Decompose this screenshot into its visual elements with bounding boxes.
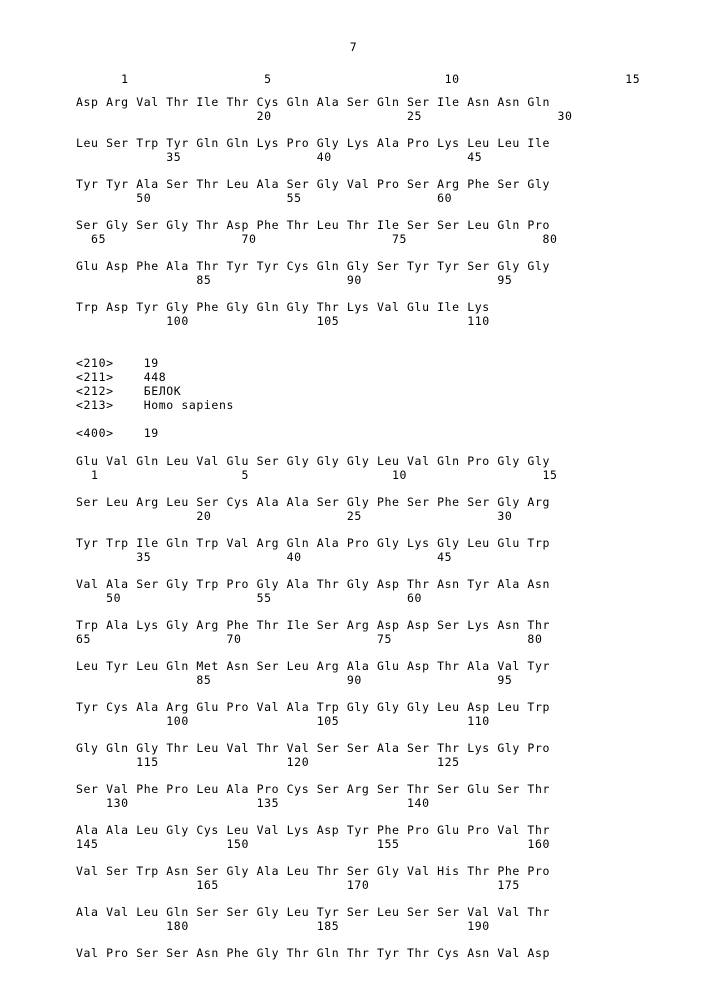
sequence-residues: Leu Ser Trp Tyr Gln Gln Lys Pro Gly Lys Ala Pro Lys Leu Leu Ile [76,136,550,150]
sequence-residues: Glu Val Gln Leu Val Glu Ser Gly Gly Gly Leu Val Gln Pro Gly Gly [76,454,550,468]
sequence-numbers: 50 55 60 [76,591,423,605]
sequence-block [76,495,636,523]
metadata-line-213: <213> Homo sapiens [76,398,234,412]
sequence-ruler: 1 5 10 15 [76,72,641,86]
metadata-line-400: <400> 19 [76,426,159,440]
sequence-block [76,618,636,646]
sequence-block [76,864,636,892]
sequence-numbers: 100 105 110 [76,714,490,728]
sequence-block [76,741,636,769]
sequence-residues: Asp Arg Val Thr Ile Thr Cys Gln Ala Ser Gln Ser Ile Asn Asn Gln [76,95,550,109]
sequence-numbers: 50 55 60 [76,191,453,205]
metadata-line-212: <212> БЕЛОК [76,384,182,398]
sequence-residues: Val Ala Ser Gly Trp Pro Gly Ala Thr Gly Asp Thr Asn Tyr Ala Asn [76,577,550,591]
sequence-residues: Gly Gln Gly Thr Leu Val Thr Val Ser Ser Ala Ser Thr Lys Gly Pro [76,741,550,755]
sequence-block [76,905,636,933]
sequence-section-first [76,95,636,328]
metadata-line-211: <211> 448 [76,370,167,384]
sequence-block [76,700,636,728]
sequence-block [76,300,636,328]
sequence-numbers: 65 70 75 80 [76,232,558,246]
sequence-block [76,536,636,564]
sequence-residues: Val Ser Trp Asn Ser Gly Ala Leu Thr Ser Gly Val His Thr Phe Pro [76,864,550,878]
sequence-residues: Val Pro Ser Ser Asn Phe Gly Thr Gln Thr Tyr Thr Cys Asn Val Asp [76,946,550,960]
sequence-block [76,95,636,123]
sequence-metadata [76,356,636,440]
sequence-block [76,177,636,205]
sequence-numbers: 35 40 45 [76,150,483,164]
sequence-numbers: 130 135 140 [76,796,430,810]
metadata-spacer [76,412,636,426]
sequence-block [76,659,636,687]
sequence-numbers: 35 40 45 [76,550,453,564]
sequence-residues: Trp Ala Lys Gly Arg Phe Thr Ile Ser Arg Asp Asp Ser Lys Asn Thr [76,618,550,632]
sequence-residues: Leu Tyr Leu Gln Met Asn Ser Leu Arg Ala Glu Asp Thr Ala Val Tyr [76,659,550,673]
sequence-numbers: 20 25 30 [76,109,573,123]
sequence-residues: Tyr Cys Ala Arg Glu Pro Val Ala Trp Gly Gly Gly Leu Asp Leu Trp [76,700,550,714]
sequence-block [76,823,636,851]
sequence-numbers: 180 185 190 [76,919,490,933]
sequence-block [76,782,636,810]
sequence-residues: Tyr Tyr Ala Ser Thr Leu Ala Ser Gly Val Pro Ser Arg Phe Ser Gly [76,177,550,191]
sequence-numbers: 165 170 175 [76,878,520,892]
page-number: 7 [349,40,358,54]
sequence-numbers: 100 105 110 [76,314,490,328]
sequence-residues: Tyr Trp Ile Gln Trp Val Arg Gln Ala Pro Gly Lys Gly Leu Glu Trp [76,536,550,550]
sequence-residues: Ser Val Phe Pro Leu Ala Pro Cys Ser Arg Ser Thr Ser Glu Ser Thr [76,782,550,796]
sequence-residues: Glu Asp Phe Ala Thr Tyr Tyr Cys Gln Gly Ser Tyr Tyr Ser Gly Gly [76,259,550,273]
sequence-block [76,946,636,960]
sequence-numbers: 1 5 10 15 [76,468,558,482]
sequence-numbers: 85 90 95 [76,673,513,687]
sequence-residues: Ser Leu Arg Leu Ser Cys Ala Ala Ser Gly Phe Ser Phe Ser Gly Arg [76,495,550,509]
sequence-numbers: 85 90 95 [76,273,513,287]
sequence-numbers: 145 150 155 160 [76,837,550,851]
sequence-numbers: 20 25 30 [76,509,513,523]
sequence-residues: Ala Val Leu Gln Ser Ser Gly Leu Tyr Ser Leu Ser Ser Val Val Thr [76,905,550,919]
sequence-residues: Ala Ala Leu Gly Cys Leu Val Lys Asp Tyr Phe Pro Glu Pro Val Thr [76,823,550,837]
sequence-block [76,454,636,482]
sequence-block [76,577,636,605]
metadata-line-210: <210> 19 [76,356,159,370]
sequence-residues: Trp Asp Tyr Gly Phe Gly Gln Gly Thr Lys Val Glu Ile Lys [76,300,490,314]
sequence-section-second [76,454,636,960]
sequence-numbers: 115 120 125 [76,755,460,769]
sequence-block [76,259,636,287]
sequence-numbers: 65 70 75 80 [76,632,543,646]
document-content [76,72,641,973]
sequence-block [76,218,636,246]
sequence-residues: Ser Gly Ser Gly Thr Asp Phe Thr Leu Thr Ile Ser Ser Leu Gln Pro [76,218,550,232]
sequence-block [76,136,636,164]
